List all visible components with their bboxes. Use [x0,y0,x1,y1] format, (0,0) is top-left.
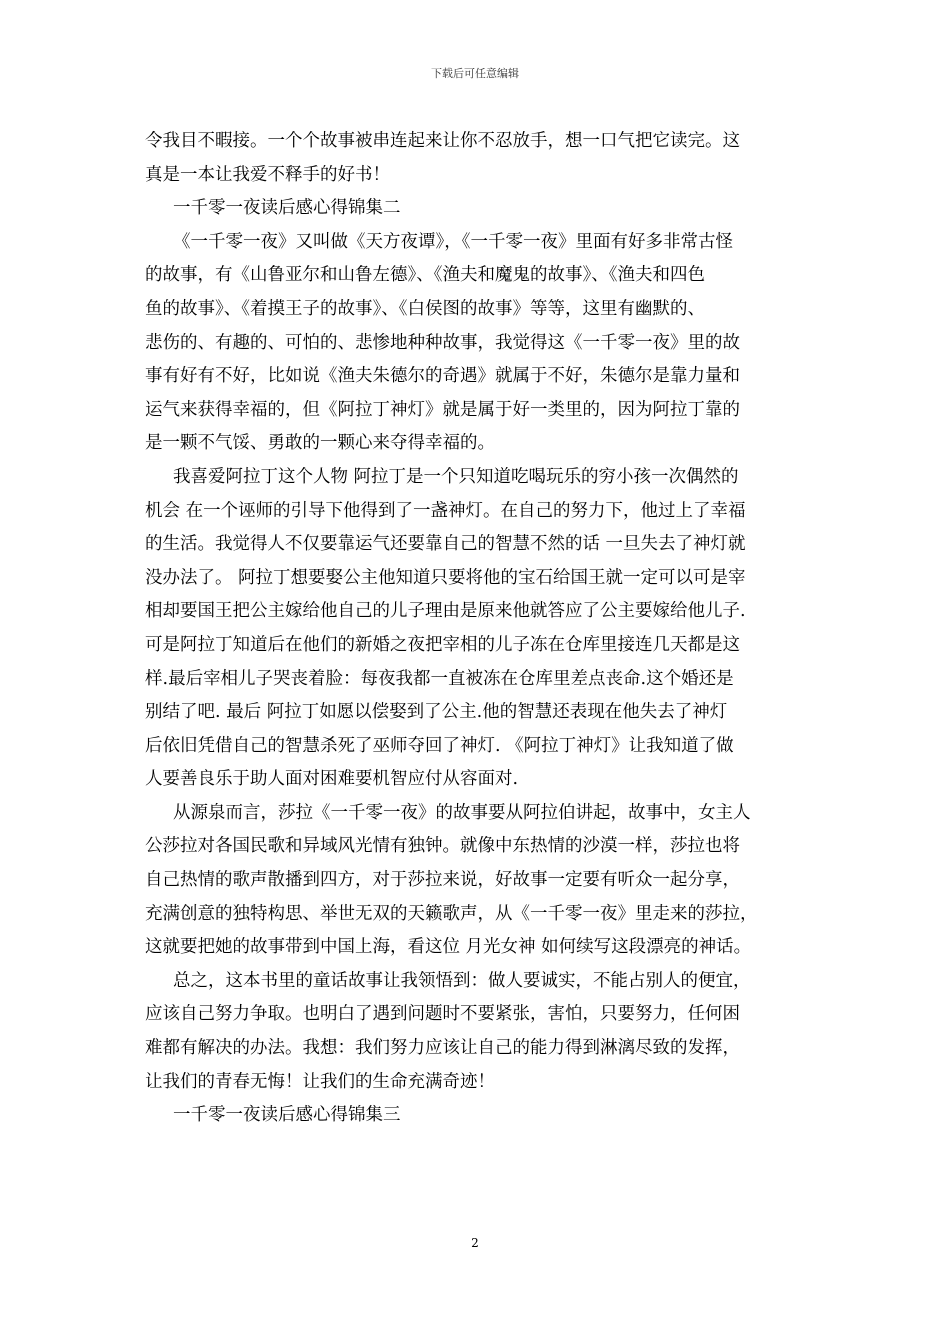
text-line: 从源泉而言，莎拉《一千零一夜》的故事要从阿拉伯讲起，故事中，女主人 [173,802,751,823]
text-line: 充满创意的独特构思、举世无双的天籁歌声，从《一千零一夜》里走来的莎拉， [145,903,758,924]
text-line: 我喜爱阿拉丁这个人物 阿拉丁是一个只知道吃喝玩乐的穷小孩一次偶然的 [173,466,739,487]
text-line: 是一颗不气馁、勇敢的一颗心来夺得幸福的。 [145,433,495,454]
text-line: 机会 在一个诬师的引导下他得到了一盏神灯。在自己的努力下，他过上了幸福 [145,500,746,521]
text-line: 悲伤的、有趣的、可怕的、悲惨地种种故事，我觉得这《一千零一夜》里的故 [145,332,740,353]
page-number: 2 [471,1236,479,1250]
page-header: 下载后可任意编辑 [431,67,519,80]
section-heading: 一千零一夜读后感心得锦集二 [173,198,401,219]
text-line: 后依旧凭借自己的智慧杀死了巫师夺回了神灯. 《阿拉丁神灯》让我知道了做 [145,735,734,756]
text-line: 令我目不暇接。一个个故事被串连起来让你不忍放手，想一口气把它读完。这 [145,131,740,151]
text-line: 的生活。我觉得人不仅要靠运气还要靠自己的智慧不然的话 一旦失去了神灯就 [145,534,746,555]
text-line: 可是阿拉丁知道后在他们的新婚之夜把宰相的儿子冻在仓库里接连几天都是这 [145,634,740,655]
section-heading: 一千零一夜读后感心得锦集三 [173,1105,401,1126]
text-line: 没办法了。 阿拉丁想要娶公主他知道只要将他的宝石给国王就一定可以可是宰 [145,567,746,588]
document-body [145,125,825,1133]
text-line: 人要善良乐于助人面对困难要机智应付从容面对. [145,769,519,790]
text-line: 公莎拉对各国民歌和异域风光情有独钟。就像中东热情的沙漠一样，莎拉也将 [145,836,740,857]
text-line: 样.最后宰相儿子哭丧着脸：每夜我都一直被冻在仓库里差点丧命.这个婚还是 [145,668,734,689]
text-line: 自己热情的歌声散播到四方，对于莎拉来说，好故事一定要有听众一起分享， [145,870,740,891]
text-line: 总之，这本书里的童话故事让我领悟到：做人要诚实，不能占别人的便宜， [173,970,751,991]
text-line: 难都有解决的办法。我想：我们努力应该让自己的能力得到淋漓尽致的发挥， [145,1038,740,1059]
text-line: 应该自己努力争取。也明白了遇到问题时不要紧张，害怕，只要努力，任何困 [145,1004,740,1025]
text-line: 事有好有不好，比如说《渔夫朱德尔的奇遇》就属于不好，朱德尔是靠力量和 [145,366,740,387]
text-line: 鱼的故事》、《着摸王子的故事》、《白侯图的故事》等等，这里有幽默的、 [145,298,705,319]
text-line: 这就要把她的故事带到中国上海，看这位 月光女神 如何续写这段漂亮的神话。 [145,937,752,958]
text-line: 相却要国王把公主嫁给他自己的儿子理由是原来他就答应了公主要嫁给他儿子. [145,601,746,622]
text-line: 的故事，有《山鲁亚尔和山鲁左德》、《渔夫和魔鬼的故事》、《渔夫和四色 [145,265,705,286]
text-line: 让我们的青春无悔！让我们的生命充满奇迹！ [145,1071,495,1092]
text-line: 别结了吧. 最后 阿拉丁如愿以偿娶到了公主.他的智慧还表现在他失去了神灯 [145,702,728,723]
text-line: 运气来获得幸福的，但《阿拉丁神灯》就是属于好一类里的，因为阿拉丁靠的 [145,399,740,420]
text-line: 真是一本让我爱不释手的好书！ [145,164,390,185]
text-line: 《一千零一夜》又叫做《天方夜谭》，《一千零一夜》里面有好多非常古怪 [173,231,733,252]
